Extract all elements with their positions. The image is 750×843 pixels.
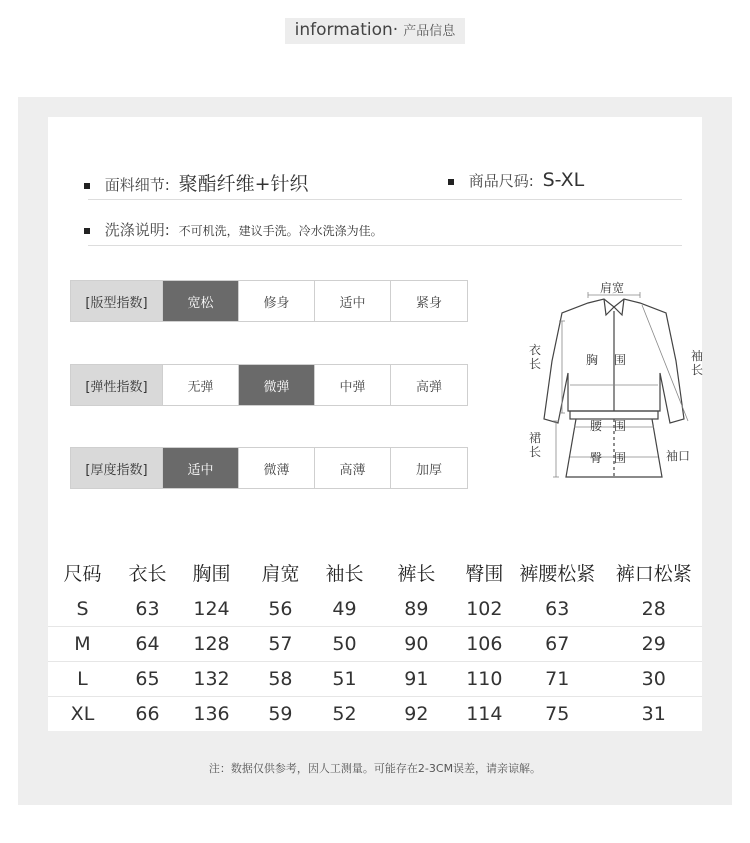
stretch-option: 无弹 xyxy=(163,365,239,405)
table-cell: 114 xyxy=(466,703,503,725)
section-header xyxy=(0,18,750,48)
size-value: S-XL xyxy=(542,169,585,191)
table-cell: S xyxy=(76,597,89,620)
fit-index-label: [版型指数] xyxy=(71,281,163,321)
table-cell: 59 xyxy=(268,703,293,725)
table-header-cell: 臀围 xyxy=(465,562,504,585)
table-header-row xyxy=(48,553,702,591)
shoulder-label: 肩宽 xyxy=(600,281,625,295)
table-cell: 90 xyxy=(404,633,429,655)
thickness-option: 微薄 xyxy=(239,448,315,488)
garment-diagram xyxy=(526,281,702,491)
table-cell: 28 xyxy=(641,597,666,620)
fit-index-row xyxy=(70,280,468,322)
measurement-note: 注：数据仅供参考，因人工测量。可能存在2-3CM误差，请亲谅解。 xyxy=(208,762,542,775)
table-cell: 91 xyxy=(404,668,429,690)
table-cell: 75 xyxy=(545,703,570,725)
table-cell: 128 xyxy=(193,633,230,655)
table-header-cell: 裤长 xyxy=(397,562,436,585)
fabric-row xyxy=(84,169,309,196)
thickness-index-label: [厚度指数] xyxy=(71,448,163,488)
table-cell: 51 xyxy=(332,668,357,690)
fabric-label: 面料细节: xyxy=(104,176,170,194)
table-cell: 89 xyxy=(404,597,429,620)
table-cell: 136 xyxy=(193,703,230,725)
table-cell: 63 xyxy=(135,597,160,620)
table-header-cell: 衣长 xyxy=(128,562,167,585)
size-table xyxy=(48,553,702,731)
waist-label: 腰围 xyxy=(590,419,639,433)
wash-row xyxy=(84,219,383,240)
table-cell: 30 xyxy=(641,668,666,690)
hip-label: 臀围 xyxy=(590,451,639,465)
bullet-icon xyxy=(448,179,454,185)
table-header-cell: 裤口松紧 xyxy=(615,562,692,585)
table-cell: 50 xyxy=(332,633,357,655)
table-cell: 56 xyxy=(268,597,293,620)
stretch-index-row xyxy=(70,364,468,406)
table-cell: 65 xyxy=(135,668,160,690)
thickness-index-row xyxy=(70,447,468,489)
table-cell: 64 xyxy=(135,633,160,655)
thickness-option: 适中 xyxy=(163,448,239,488)
header-title-en: information· xyxy=(294,20,399,40)
skirt-length-label: 裙长 xyxy=(528,431,541,459)
table-cell: 102 xyxy=(466,597,503,620)
header-title-zh: 产品信息 xyxy=(403,24,456,39)
table-cell: 67 xyxy=(545,633,570,655)
table-body xyxy=(48,591,702,731)
bullet-icon xyxy=(84,228,90,234)
table-cell: M xyxy=(74,633,91,655)
table-cell: 92 xyxy=(404,703,429,725)
table-cell: 31 xyxy=(641,703,666,725)
cuff-label: 袖口 xyxy=(666,449,691,463)
table-cell: 49 xyxy=(332,597,357,620)
table-cell: 110 xyxy=(466,668,503,690)
table-header-cell: 胸围 xyxy=(192,562,231,585)
table-cell: 57 xyxy=(268,633,293,655)
table-header-cell: 裤腰松紧 xyxy=(519,562,596,585)
table-cell: 52 xyxy=(332,703,357,725)
table-cell: XL xyxy=(70,703,95,725)
stretch-index-label: [弹性指数] xyxy=(71,365,163,405)
thickness-option: 加厚 xyxy=(391,448,467,488)
table-cell: 58 xyxy=(268,668,293,690)
table-header-cell: 袖长 xyxy=(325,562,364,585)
table-row xyxy=(48,661,702,696)
fit-option: 宽松 xyxy=(163,281,239,321)
table-header-cell: 尺码 xyxy=(63,562,102,585)
table-cell: 71 xyxy=(545,668,570,690)
stretch-option: 中弹 xyxy=(315,365,391,405)
thickness-option: 高薄 xyxy=(315,448,391,488)
wash-label: 洗涤说明: xyxy=(104,221,170,239)
table-cell: 106 xyxy=(466,633,503,655)
stretch-option: 高弹 xyxy=(391,365,467,405)
header-pill xyxy=(285,18,466,44)
chest-label: 胸围 xyxy=(586,353,643,367)
divider xyxy=(88,245,682,246)
bullet-icon xyxy=(84,183,90,189)
divider xyxy=(88,199,682,200)
table-row xyxy=(48,696,702,731)
fabric-value: 聚酯纤维+针织 xyxy=(178,173,309,195)
fit-option: 紧身 xyxy=(391,281,467,321)
table-cell: 66 xyxy=(135,703,160,725)
table-row xyxy=(48,626,702,661)
fit-option: 修身 xyxy=(239,281,315,321)
table-header-cell: 肩宽 xyxy=(261,562,300,585)
table-row xyxy=(48,591,702,626)
size-row xyxy=(448,169,584,191)
table-cell: 124 xyxy=(193,597,230,620)
table-cell: 29 xyxy=(641,633,666,655)
table-cell: 132 xyxy=(193,668,230,690)
fit-option: 适中 xyxy=(315,281,391,321)
stretch-option: 微弹 xyxy=(239,365,315,405)
table-cell: 63 xyxy=(545,597,570,620)
size-label: 商品尺码: xyxy=(468,172,534,190)
sleeve-label: 袖长 xyxy=(690,349,703,377)
wash-value: 不可机洗，建议手洗。冷水洗涤为佳。 xyxy=(178,224,383,238)
table-cell: L xyxy=(77,668,88,690)
length-label: 衣长 xyxy=(528,343,541,371)
